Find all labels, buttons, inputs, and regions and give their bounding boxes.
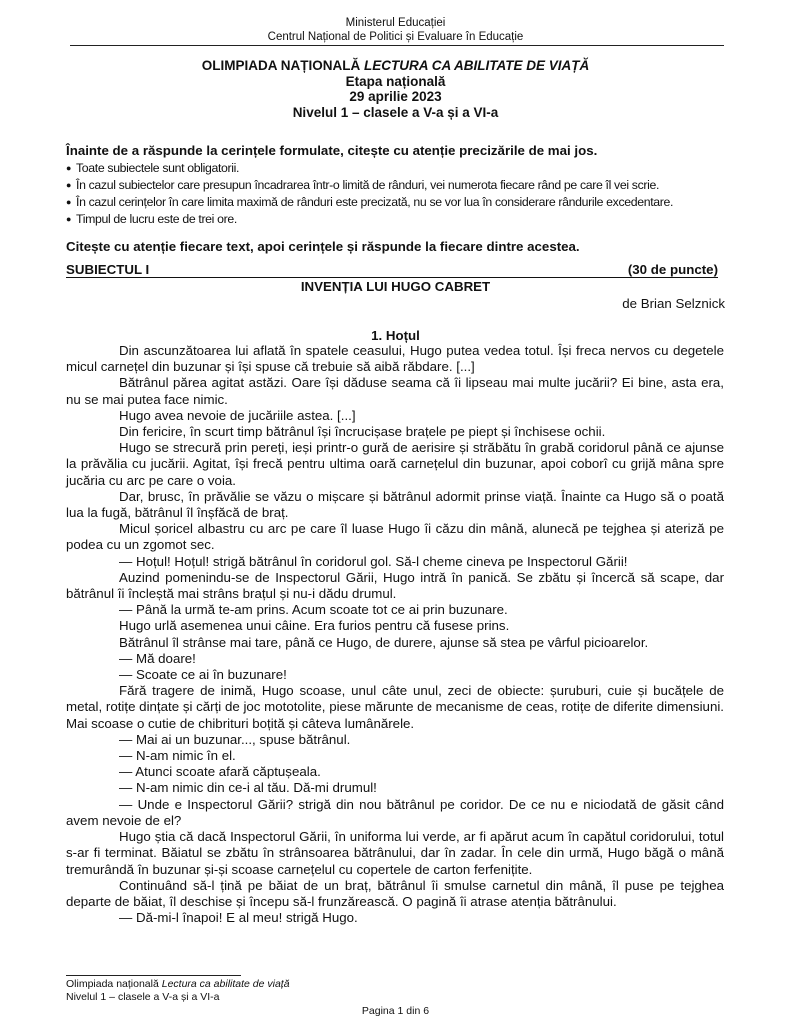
story-paragraph: — Atunci scoate afară căptușeala. [119,764,321,780]
level-label: Nivelul 1 – clasele a V-a și a VI-a [292,104,499,120]
document-footer [66,978,290,1004]
story-paragraph: Fără tragere de inimă, Hugo scoase, unul câte unul, zeci de obiecte: șuruburi, cuie și bucățele de metal, rotițe dințate și cărți de joc mototolite, piese mărunte de mecanisme de ceas, rotițe de diferite dimensiuni. Mai scoase o cutie de chibrituri boțită și câteva lumânărele. [66,683,724,731]
story-paragraph: Micul șoricel albastru cu arc pe care îl luase Hugo îi căzu din mână, alunecă pe tejghea și ateriză pe podea cu un zgomot sec. [66,521,724,553]
story-paragraph: — Mă doare! [119,650,196,666]
instruction-bullet: ● Timpul de lucru este de trei ore. [66,212,237,226]
subject-label: SUBIECTUL I [66,262,150,277]
bullet-icon: ● [66,180,72,190]
subject-heading [66,262,718,278]
header-divider [70,45,724,46]
footer-divider [66,975,241,976]
bullet-icon: ● [66,197,72,207]
olympiad-title-block [0,58,791,120]
exam-date: 29 aprilie 2023 [349,89,442,104]
story-paragraph: Dar, brusc, în prăvălie se văzu o mișcare și bătrânul adormit prinse viață. Înainte ca Hugo să o poată lua la fugă, bătrânul îl înșfăcă de braț. [66,488,724,521]
read-note: Citește cu atenție fiecare text, apoi cerințele și răspunde la fiecare dintre acestea. [66,239,580,254]
center-name: Centrul Național de Politici și Evaluare în Educație [267,30,524,43]
footer-olympiad: Olimpiada națională Lectura ca abilitate de viață [66,978,290,990]
bullet-icon: ● [66,163,72,173]
story-paragraph: Din fericire, în scurt timp bătrânul își încrucișase brațele pe piept și închisese ochii. [119,424,606,440]
stage-label: Etapa națională [345,73,446,89]
instructions-section [66,143,726,255]
story-paragraph: Hugo avea nevoie de jucăriile astea. [...] [119,407,356,423]
footer-level: Nivelul 1 – clasele a V-a și a VI-a [66,991,220,1003]
story-paragraph: Auzind pomenindu-se de Inspectorul Gării, Hugo intră în panică. Se zbătu și încercă să scape, dar bătrânul îi încleștă mai strâns brațul și nu-i dădu drumul. [66,569,724,602]
story-paragraph: — Dă-mi-l înapoi! E al meu! strigă Hugo. [119,910,358,926]
story-text [66,343,724,926]
story-paragraph: — N-am nimic din ce-i al tău. Dă-mi drumul! [119,780,377,796]
story-paragraph: Bătrânul părea agitat astăzi. Oare își dăduse seama că îi lipseau mai multe jucării? Ei bine, asta era, nu se mai putea face nimic. [66,375,724,407]
ministry-name: Ministerul Educației [345,17,446,29]
olympiad-title: OLIMPIADA NAȚIONALĂ LECTURA CA ABILITATE DE VIAȚĂ [201,58,590,73]
instruction-bullet: ● În cazul cerințelor în care limita maximă de rânduri este precizată, nu se vor lua în considerare rândurile excedentare. [66,195,674,209]
story-paragraph: Hugo urlă asemenea unui câine. Era furios pentru că fusese prins. [119,618,510,634]
instruction-bullet: ● Toate subiectele sunt obligatorii. [66,161,240,175]
story-paragraph: — Hoțul! Hoțul! strigă bătrânul în coridorul gol. Să-l cheme cineva pe Inspectorul Gării! [119,553,628,569]
story-author: de Brian Selznick [622,296,725,311]
page-number: Pagina 1 din 6 [361,1005,430,1017]
story-paragraph: — Scoate ce ai în buzunare! [119,667,287,683]
story-paragraph: Hugo știa că dacă Inspectorul Gării, în uniforma lui verde, ar fi apărut acum în capătul coridorului, totul s-ar fi terminat. Băiatul se zbătu în strânsoarea bătrânului, dar în zadar. În cele din urmă, Hugo băgă o mână tremurândă în buzunar și-și scoase carnețelul cu copertele de carton ferfenițite. [66,829,724,877]
story-paragraph: — N-am nimic în el. [119,748,236,764]
bullet-icon: ● [66,214,72,224]
story-paragraph: Din ascunzătoarea lui aflată în spatele ceasului, Hugo putea vedea totul. Își freca nervos cu degetele micul carnețel din buzunar și își spuse că trebuie să aibă răbdare. [...] [66,343,724,375]
story-paragraph: Continuând să-l țină pe băiat de un braț, bătrânul îi smulse carnetul din mână, îl puse pe tejghea departe de băiat, îl deschise și începu să-l frunzărească. O pagină îi atrase atenția bătrânului. [66,877,724,909]
document-header [0,17,791,44]
story-paragraph: Bătrânul îl strânse mai tare, până ce Hugo, de durere, ajunse să stea pe vârful picioarelor. [119,634,649,650]
instructions-heading: Înainte de a răspunde la cerințele formulate, citește cu atenție precizările de mai jos. [66,143,598,158]
story-title: INVENȚIA LUI HUGO CABRET [300,279,491,294]
story-paragraph: — Mai ai un buzunar..., spuse bătrânul. [119,731,351,747]
subject-points: (30 de puncte) [627,262,718,277]
story-paragraph: — Unde e Inspectorul Gării? strigă din nou bătrânul pe coridor. De ce nu e niciodată de găsit când avem nevoie de el? [66,796,724,828]
chapter-title: 1. Hoțul [371,328,420,343]
story-paragraph: Hugo se strecură prin pereți, ieși printr-o gură de aerisire și străbătu în grabă coridorul până ce ajunse la prăvălia cu jucării. Agitat, își frecă pentru ultima oară carnețelul din buzunar, apoi coborî cu grijă mâna spre jucăria cu arc pe care o voia. [66,440,724,488]
story-paragraph: — Până la urmă te-am prins. Acum scoate tot ce ai prin buzunare. [119,602,508,618]
instruction-bullet: ● În cazul subiectelor care presupun încadrarea într-o limită de rânduri, vei numerota fiecare rând pe care îl vei scrie. [66,178,660,192]
